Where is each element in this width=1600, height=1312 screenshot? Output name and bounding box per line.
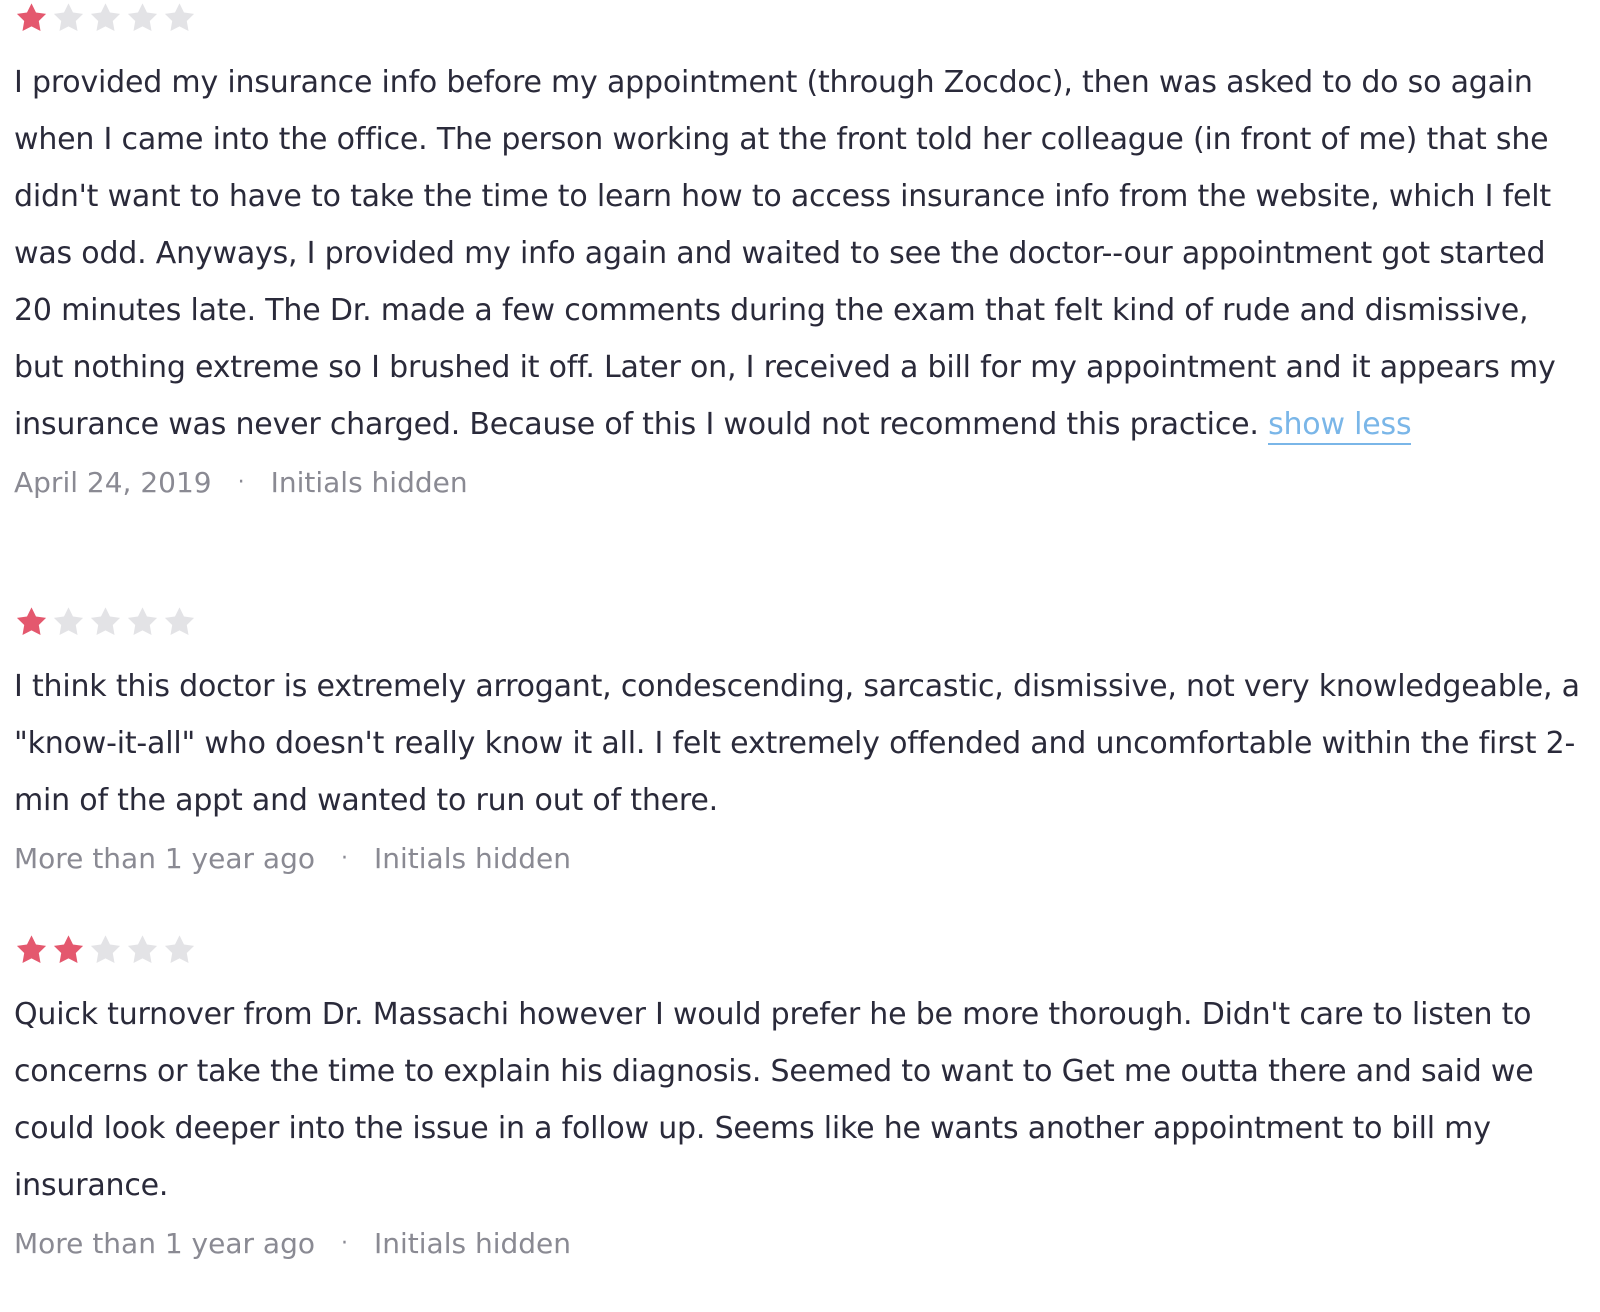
review-meta [14,839,1584,879]
review-author: Initials hidden [374,1227,572,1260]
star-icon [162,933,197,968]
star-icon [51,605,86,640]
review-meta [14,1224,1584,1264]
meta-separator: · [341,846,348,871]
review-date: More than 1 year ago [14,842,315,875]
star-icon [88,933,123,968]
review-author: Initials hidden [270,466,468,499]
star-icon [162,605,197,640]
review-meta [14,463,1584,503]
star-icon [125,605,160,640]
review-date: April 24, 2019 [14,466,212,499]
star-icon [51,1,86,36]
star-icon [88,605,123,640]
star-rating [14,602,1584,642]
review-author: Initials hidden [374,842,572,875]
review-text [14,986,1584,1214]
review-text [14,658,1584,829]
review-body: I think this doctor is extremely arrogant, condescending, sarcastic, dismissive, not very knowledgeable, a "know-it-all" who doesn't really know it all. I felt extremely offended and uncomfortable within the first 2-min of the appt and wanted to run out of there. [14,669,1580,818]
review-body: I provided my insurance info before my appointment (through Zocdoc), then was asked to do so again when I came into the office. The person working at the front told her colleague (in front of me) that she didn't want to have to take the time to learn how to access insurance info from the website, which I felt was odd. Anyways, I provided my info again and waited to see the doctor--our appointment got started 20 minutes late. The Dr. made a few comments during the exam that felt kind of rude and dismissive, but nothing extreme so I brushed it off. Later on, I received a bill for my appointment and it appears my insurance was never charged. Because of this I would not recommend this practice. [14,65,1556,442]
meta-separator: · [341,1231,348,1256]
star-icon [125,1,160,36]
review-item [14,930,1584,1264]
star-rating [14,930,1584,970]
star-icon [14,605,49,640]
review-item [14,0,1584,503]
show-less-link[interactable]: show less [1268,407,1411,445]
meta-separator: · [237,470,245,495]
review-date: More than 1 year ago [14,1227,315,1260]
review-item [14,602,1584,879]
star-icon [51,933,86,968]
star-icon [14,933,49,968]
review-text [14,54,1584,453]
star-icon [88,1,123,36]
review-body: Quick turnover from Dr. Massachi however I would prefer he be more thorough. Didn't care to listen to concerns or take the time to explain his diagnosis. Seemed to want to Get me outta there and said we could look deeper into the issue in a follow up. Seems like he wants another appointment to bill my insurance. [14,997,1534,1203]
star-icon [14,1,49,36]
star-rating [14,0,1584,38]
star-icon [125,933,160,968]
star-icon [162,1,197,36]
